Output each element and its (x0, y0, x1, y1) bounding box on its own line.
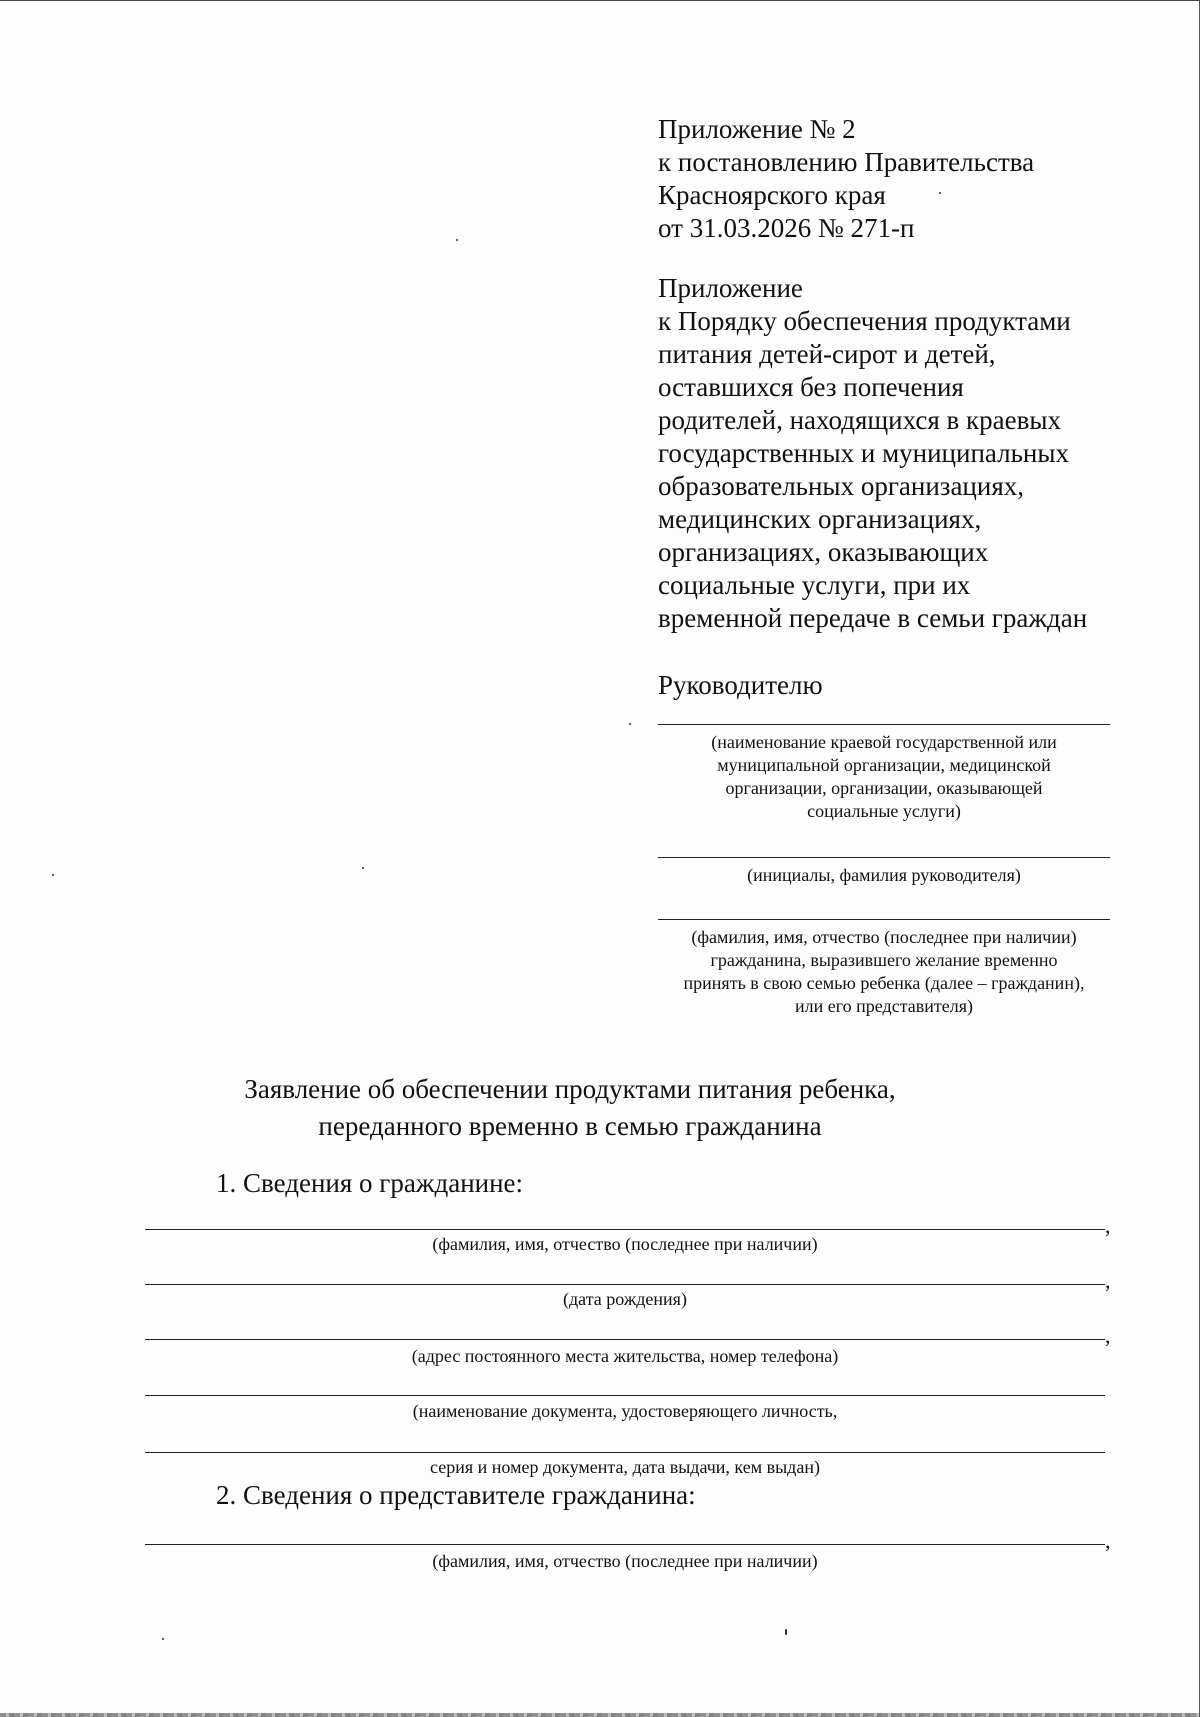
org-name-caption: (наименование краевой государственной или муниципальной организации, медицинской организации, организации, оказывающей социальные услуги) (711, 732, 1057, 821)
scan-speck (456, 239, 458, 241)
appendix-line: временной передаче в семьи граждан (658, 603, 1088, 633)
citizen-birthdate-field[interactable] (145, 1282, 1105, 1285)
document-title: Заявление об обеспечении продуктами питания ребенка, переданного временно в семью гражданина (244, 1074, 896, 1141)
appendix-line: организациях, оказывающих (658, 537, 989, 567)
appendix2-line: Приложение № 2 (658, 114, 856, 144)
citizen-id-details-caption: серия и номер документа, дата выдачи, кем выдан) (430, 1457, 820, 1477)
citizen-fullname-field[interactable] (145, 1227, 1105, 1230)
appendix-line: родителей, находящихся в краевых (658, 405, 1061, 435)
appendix-line: медицинских организациях, (658, 504, 982, 534)
citizen-id-document-caption: (наименование документа, удостоверяющего личность, (412, 1401, 838, 1421)
appendix-line: социальные услуги, при их (658, 570, 971, 600)
appendix-line: образовательных организациях, (658, 471, 1024, 501)
appendix-line: к Порядку обеспечения продуктами (658, 306, 1071, 336)
section2-heading: 2. Сведения о представителе гражданина: (216, 1480, 696, 1510)
addressee-block (658, 669, 1113, 1018)
scan-speck (362, 867, 364, 869)
appendix-line: государственных и муниципальных (658, 438, 1069, 468)
appendix-line: питания детей-сирот и детей, (658, 339, 996, 369)
spacer (658, 245, 1128, 272)
appendix2-line: Красноярского края (658, 180, 886, 210)
org-name-field[interactable] (658, 722, 1110, 725)
trailing-comma: , (1105, 1213, 1111, 1238)
citizen-id-details-field[interactable] (145, 1450, 1105, 1453)
appendix-line: Приложение (658, 273, 803, 303)
appendix-line: оставшихся без попечения (658, 372, 964, 402)
appendix2-line: к постановлению Правительства (658, 147, 1035, 177)
section1-heading: 1. Сведения о гражданине: (216, 1168, 524, 1198)
scan-edge (0, 1713, 1199, 1717)
scan-speck (629, 723, 631, 725)
appendix-header (658, 113, 1128, 635)
citizen-address-field[interactable] (145, 1337, 1105, 1340)
scan-speck (52, 874, 54, 876)
addressee-heading: Руководителю (658, 670, 823, 700)
trailing-comma: , (1105, 1323, 1111, 1348)
representative-fullname-field[interactable] (145, 1542, 1105, 1545)
citizen-fullname-caption: (фамилия, имя, отчество (последнее при наличии) (432, 1234, 818, 1254)
scan-speck (162, 1638, 164, 1640)
head-name-field[interactable] (658, 855, 1110, 858)
citizen-name-field[interactable] (658, 917, 1110, 920)
scan-speck (785, 1629, 787, 1635)
scan-speck (939, 192, 941, 194)
citizen-name-caption: (фамилия, имя, отчество (последнее при наличии) гражданина, выразившего желание временно принять в свою семью ребенка (далее – гражданин), или его представителя) (683, 927, 1085, 1016)
head-name-caption: (инициалы, фамилия руководителя) (747, 865, 1021, 885)
trailing-comma: , (1105, 1268, 1111, 1293)
citizen-id-document-field[interactable] (145, 1393, 1105, 1396)
citizen-birthdate-caption: (дата рождения) (563, 1289, 687, 1309)
citizen-address-caption: (адрес постоянного места жительства, номер телефона) (411, 1346, 839, 1366)
trailing-comma: , (1105, 1528, 1111, 1553)
appendix2-line: от 31.03.2026 № 271-п (658, 213, 915, 243)
representative-fullname-caption: (фамилия, имя, отчество (последнее при наличии) (432, 1551, 818, 1571)
